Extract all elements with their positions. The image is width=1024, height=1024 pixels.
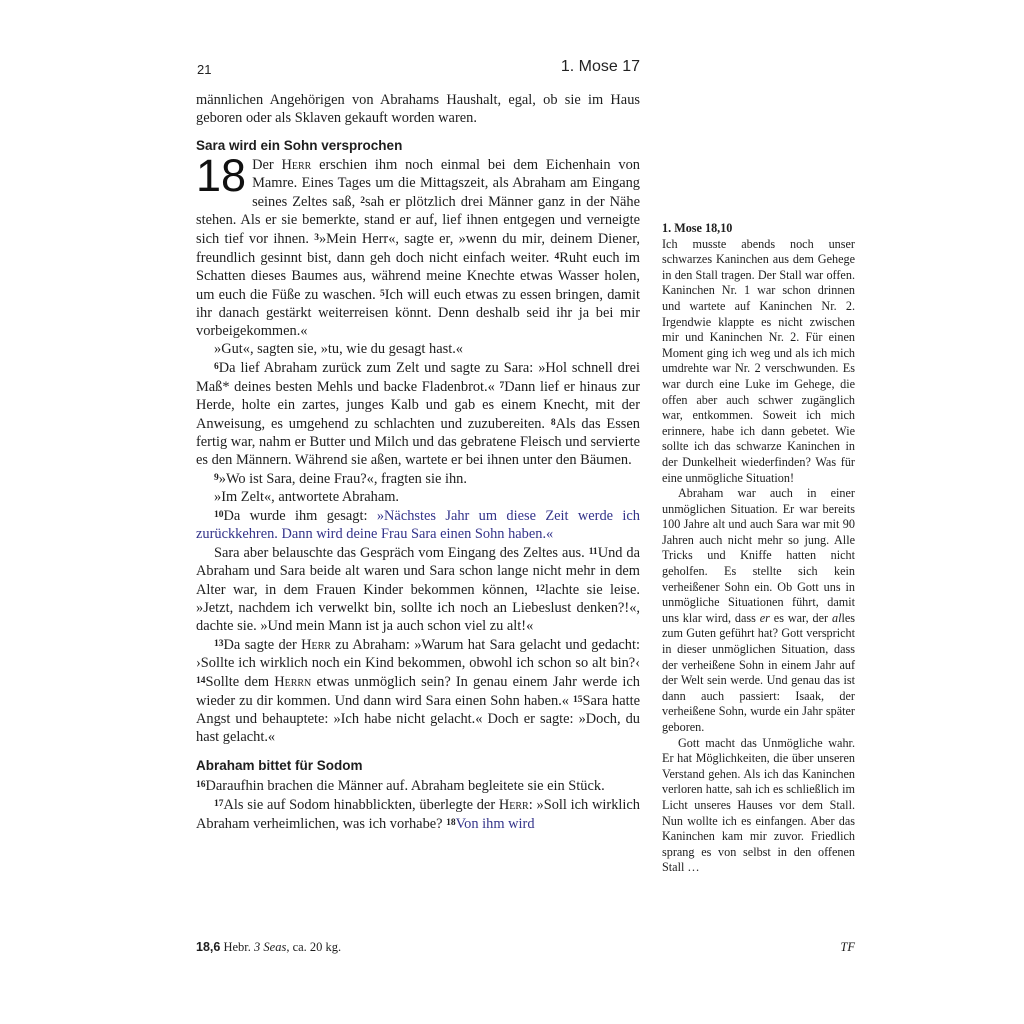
sidebar-paragraph-1: Ich musste abends noch unser schwarzes Kaninchen aus dem Gehege in den Stall tragen. Der Stall war offen. Kaninchen Nr. 1 war schon drinnen und wartete auf Kaninchen Nr. 2. Irgendwie klappte es nicht zwischen mir und Kaninchen Nr. 2. Für einen Moment ging ich weg und als ich mich umdrehte war Nr. 2 verschwunden. Es war durch eine Luke im Gehege, die offen aber auch schwer zugänglich war, entkommen. Soweit ich mich erinnere, habe ich dann gebetet. Wie sollte ich das schwarze Kaninchen in der Dunkelheit wiederfinden? Was für eine unmögliche Situation! [662, 236, 855, 485]
verse-number: 17 [214, 799, 224, 809]
verse-number: 8 [550, 418, 556, 428]
paragraph-verse-1: 18 Der Herr erschien ihm noch einmal bei dem Eichenhain von Mamre. Eines Tages um die Mittagszeit, als Abraham am Eingang seines Zeltes saß, $^2$sah er plötzlich drei Männer ganz in der Nähe stehen. Als er sie bemerkte, stand er auf, lief ihnen entgegen und verneigte sich tief vor ihnen. $^3$»Mein Herr«, sagte er, »wenn du mir, deinem Diener, freundlich gesinnt bist, dann geh doch nicht einfach weiter. $^4$Ruht euch im Schatten dieses Baumes aus, während meine Knechte etwas Wasser holen, um euch die Füße zu waschen. $^5$Ich will euch etwas zu essen bringen, damit ihr danach gestärkt weiterreisen könnt. Denn deshalb seid ihr ja bei mir vorbeigekommen.« [196, 150, 641, 339]
paragraph-verse-16: $^{16}$Daraufhin brachen die Männer auf. Abraham begleitete sie ein Stück. [196, 778, 605, 794]
verse-number: 14 [196, 676, 206, 686]
verse-number: 11 [588, 547, 598, 557]
footnote: 18,6 Hebr. 3 Seas, ca. 20 kg. [196, 940, 342, 954]
divine-name: Herr [301, 637, 331, 653]
sidebar-reference: 1. Mose 18,10 [662, 221, 733, 235]
paragraph-verse-17: $^{17}$Als sie auf Sodom hinabblickten, überlegte der Herr: »Soll ich wirklich Abraham verheimlichen, was ich vorhabe? $^{18}$Von ihm wird [196, 797, 640, 832]
verse-number: 12 [535, 584, 545, 594]
sidebar-paragraph-2: Abraham war auch in einer unmöglichen Situation. Er war bereits 100 Jahre alt und auch Sara war mit 90 Jahren auch nicht mehr so jung. Alle Tricks und Kniffe hatten nicht geholfen. Es stellte sich kein verheißener Sohn ein. Ob Gott uns in unmögliche Situationen führt, damit uns klar wird, dass er es war, der alles zum Guten geführt hat? Gott verspricht in dieser unmöglichen Situation, dass der verheißene Sohn in einem Jahr auf der Welt sein werde. Und genau das ist dann auch passiert: Isaak, der verheißene Sohn, wurde ein Jahr später geboren. [662, 486, 855, 734]
verse-number: 18 [446, 818, 456, 828]
main-text-column [196, 91, 640, 833]
verse-number: 3 [314, 233, 319, 243]
verse-number: 7 [499, 381, 505, 391]
divine-name: Herr [498, 797, 529, 813]
intro-paragraph: männlichen Angehörigen von Abrahams Haushalt, egal, ob sie im Haus geboren oder als Sklaven gekauft worden waren. [196, 92, 640, 126]
paragraph-verse-9: $^9$»Wo ist Sara, deine Frau?«, fragten sie ihn. [214, 471, 467, 487]
running-head: 1. Mose 17 [560, 58, 640, 75]
paragraph-verse-9b: »Im Zelt«, antwortete Abraham. [214, 489, 400, 505]
devotional-sidebar [662, 221, 855, 876]
page-number: 21 [197, 62, 212, 77]
verse-number: 16 [196, 780, 206, 790]
chapter-number: 18 [196, 150, 247, 201]
sidebar-paragraph-3: Gott macht das Unmögliche wahr. Er hat Möglichkeiten, die über unseren Verstand gehen. Als ich das Kaninchen verloren hatte, sah ich es schließlich im Licht unseres Hauses vor dem Stall. Nun wollte ich es einfangen. Aber das Kaninchen kam mir zuvor. Friedlich sprang es von selbst in den offenen Stall … [662, 735, 855, 875]
footnote-reference: 18,6 [196, 940, 221, 954]
verse-number: 9 [214, 473, 219, 483]
paragraph-verse-13: $^{13}$Da sagte der Herr zu Abraham: »Warum hat Sara gelacht und gedacht: ›Sollte ich wirklich noch ein Kind bekommen, obwohl ich schon so alt bin?‹ $^{14}$Sollte dem Herrn etwas unmöglich sein? In genau einem Jahr werde ich wieder zu dir kommen. Und dann wird Sara einen Sohn haben.« $^{15}$Sara hatte Angst und behauptete: »Ich habe nicht gelacht.« Doch er sagte: »Doch, du hast gelacht.« [196, 637, 640, 745]
section-heading-sara: Sara wird ein Sohn versprochen [196, 138, 403, 153]
promise-quote: »Nächstes Jahr um diese Zeit werde ich zurückkehren. Dann wird deine Frau Sara einen Sohn haben.« [196, 508, 640, 542]
verse-number: 4 [554, 252, 560, 262]
section-heading-sodom: Abraham bittet für Sodom [196, 758, 363, 773]
verse-number: 2 [360, 196, 365, 206]
paragraph-verse-5b: »Gut«, sagten sie, »tu, wie du gesagt hast.« [214, 341, 463, 357]
paragraph-verse-6: $^6$Da lief Abraham zurück zum Zelt und sagte zu Sara: »Hol schnell drei Maß* deines besten Mehls und backe Fladenbrot.« $^7$Dann lief er hinaus zur Herde, holte ein zartes, junges Kalb und gab es einem Knecht, mit der Anweisung, es umgehend zu schlachten und zuzubereiten. $^8$Als das Essen fertig war, nahm er Butter und Milch und das gebratene Fleisch und servierte es den Männern. Während sie aßen, wartete er bei ihnen unter den Bäumen. [196, 360, 640, 468]
verse-number: 5 [379, 289, 385, 299]
paragraph-verse-10: $^{10}$Da wurde ihm gesagt: »Nächstes Jahr um diese Zeit werde ich zurückkehren. Dann wird deine Frau Sara einen Sohn haben.« [196, 508, 640, 542]
author-signature: TF [840, 940, 855, 954]
promise-quote: Von ihm wird [455, 816, 535, 832]
verse-number: 13 [214, 639, 224, 649]
divine-name: Herr [281, 157, 312, 173]
divine-name: Herrn [274, 674, 312, 690]
verse-number: 6 [214, 362, 219, 372]
paragraph-verse-10b: Sara aber belauschte das Gespräch vom Eingang des Zeltes aus. $^{11}$Und da Abraham und Sara beide alt waren und Sara schon lange nicht mehr in dem Alter war, in dem Frauen Kinder bekommen können, $^{12}$lachte sie leise. »Jetzt, nachdem ich verwelkt bin, sollte ich noch an Liebeslust denken?!«, dachte sie. »Und mein Mann ist ja auch schon viel zu alt!« [196, 545, 640, 634]
verse-number: 10 [214, 510, 224, 520]
verse-number: 15 [572, 695, 583, 705]
